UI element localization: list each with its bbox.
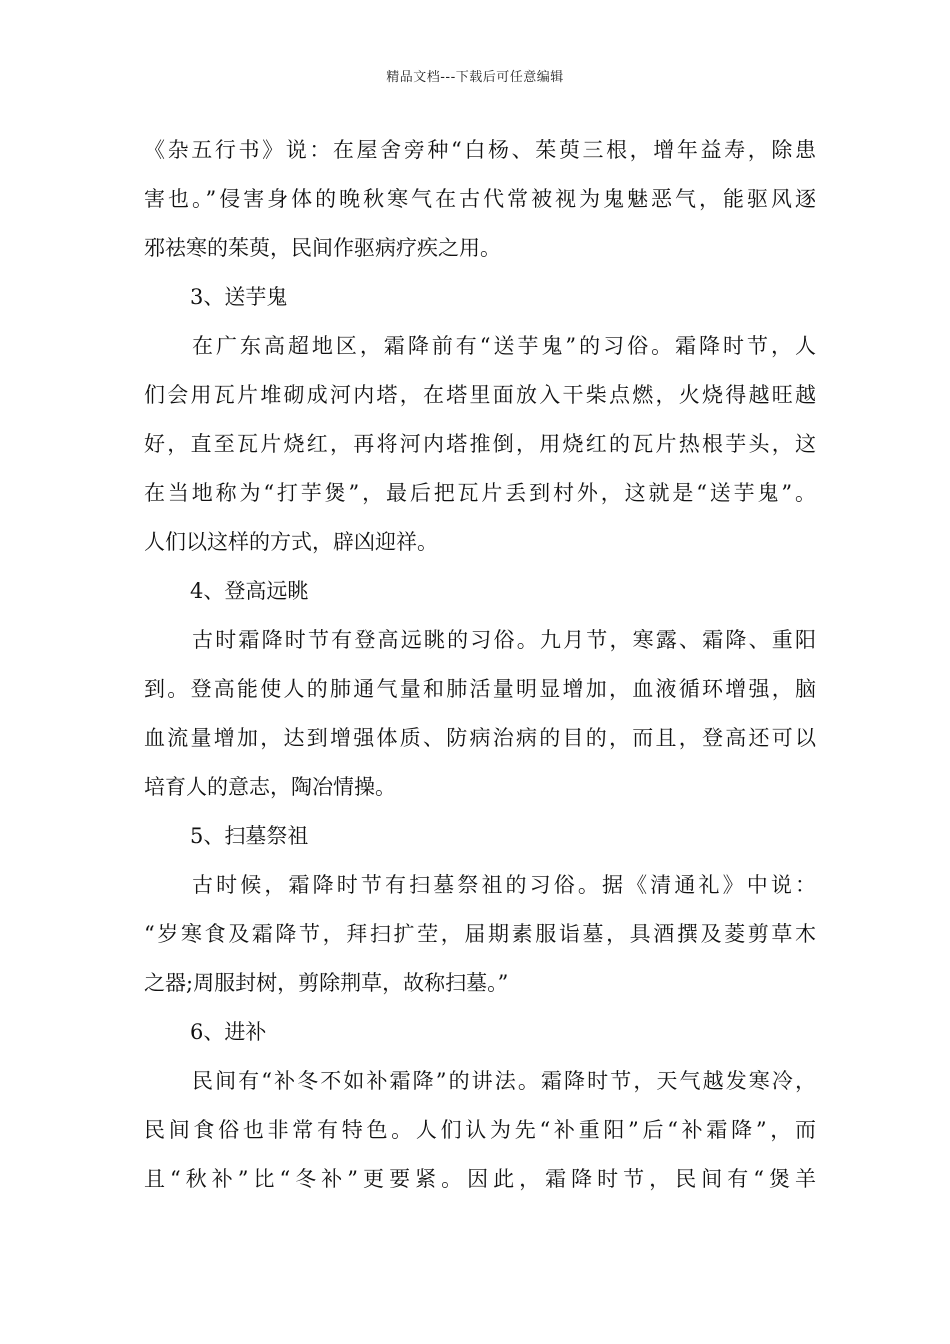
paragraph-line: 害也。”侵害身体的晚秋寒气在古代常被视为鬼魅恶气，能驱风逐: [144, 187, 816, 211]
paragraph-line: 民间食俗也非常有特色。人们认为先“补重阳”后“补霜降”，而: [144, 1118, 816, 1142]
paragraph-jin-bu: [144, 1057, 816, 1204]
paragraph-line: 之器;周服封树，剪除荆草，故称扫墓。”: [144, 971, 509, 995]
paragraph-line: 好，直至瓦片烧红，再将河内塔推倒，用烧红的瓦片热根芋头，这: [144, 432, 816, 456]
paragraph-song-yu-gui: [144, 322, 816, 567]
paragraph-line: 且“秋补”比“冬补”更要紧。因此，霜降时节，民间有“煲羊: [144, 1167, 816, 1191]
section-heading-sao-mu: 5、扫墓祭祖: [190, 824, 309, 848]
paragraph-line: 《杂五行书》说：在屋舍旁种“白杨、茱萸三根，增年益寿，除患: [144, 138, 816, 162]
paragraph-line: 邪祛寒的茱萸，民间作驱病疗疾之用。: [144, 236, 501, 260]
paragraph-deng-gao: [144, 616, 816, 812]
paragraph-line: “岁寒食及霜降节，拜扫扩茔，届期素服诣墓，具酒撰及菱剪草木: [144, 922, 816, 946]
section-heading-song-yu-gui: 3、送芋鬼: [190, 285, 288, 309]
paragraph-line: 在当地称为“打芋煲”，最后把瓦片丢到村外，这就是“送芋鬼”。: [144, 481, 816, 505]
page-header: 精品文档---下载后可任意编辑: [386, 70, 564, 85]
paragraph-line: 们会用瓦片堆砌成河内塔，在塔里面放入干柴点燃，火烧得越旺越: [144, 383, 816, 407]
paragraph-line: 血流量增加，达到增强体质、防病治病的目的，而且，登高还可以: [144, 726, 816, 750]
paragraph-line: 到。登高能使人的肺通气量和肺活量明显增加，血液循环增强，脑: [144, 677, 816, 701]
paragraph-line: 培育人的意志，陶冶情操。: [144, 775, 396, 799]
section-heading-jin-bu: 6、进补: [190, 1020, 267, 1044]
paragraph-line: 古时候，霜降时节有扫墓祭祖的习俗。据《清通礼》中说：: [192, 873, 816, 897]
paragraph-line: 古时霜降时节有登高远眺的习俗。九月节，寒露、霜降、重阳: [192, 628, 816, 652]
paragraph-line: 人们以这样的方式，辟凶迎祥。: [144, 530, 438, 554]
paragraph-line: 民间有“补冬不如补霜降”的讲法。霜降时节，天气越发寒冷，: [192, 1069, 816, 1093]
paragraph-sao-mu: [144, 861, 816, 1008]
section-heading-deng-gao: 4、登高远眺: [190, 579, 309, 603]
paragraph-intro: [144, 126, 816, 273]
paragraph-line: 在广东高超地区，霜降前有“送芋鬼”的习俗。霜降时节，人: [192, 334, 816, 358]
document-body: [144, 126, 816, 1204]
